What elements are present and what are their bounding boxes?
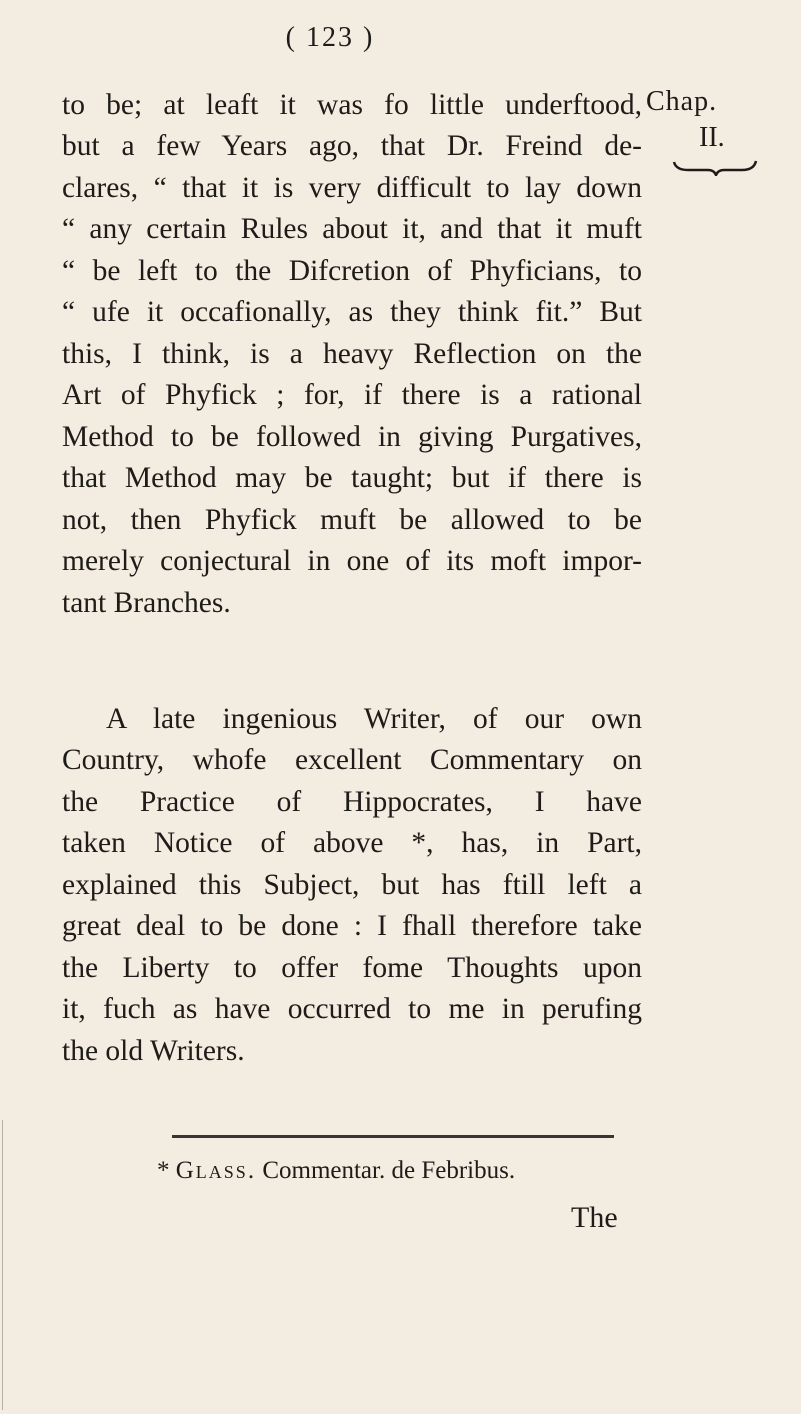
text-line: the Practice of Hippocrates, I have xyxy=(62,786,642,818)
text-line: “ be left to the Difcretion of Phyficians, to xyxy=(62,255,642,287)
text-line: “ ufe it occafionally, as they think fit.” But xyxy=(62,296,642,328)
text-line: Method to be followed in giving Purgatives, xyxy=(62,421,642,453)
text-line: great deal to be done : I fhall therefore take xyxy=(62,910,642,942)
text-line: “ any certain Rules about it, and that it muft xyxy=(62,213,642,245)
text-line: that Method may be taught; but if there is xyxy=(62,462,642,494)
chapter-number: II. xyxy=(699,122,725,153)
text-line: it, fuch as have occurred to me in perufing xyxy=(62,993,642,1025)
page-edge-shadow xyxy=(2,1120,3,1410)
catchword: The xyxy=(571,1201,618,1234)
text-line: this, I think, is a heavy Reflection on the xyxy=(62,338,642,370)
text-line: clares, “ that it is very difficult to lay down xyxy=(62,172,642,204)
page-number: ( 123 ) xyxy=(285,22,375,53)
footnote-rule xyxy=(172,1135,614,1138)
text-line: not, then Phyfick muft be allowed to be xyxy=(62,504,642,536)
footnote-marker: * xyxy=(157,1157,176,1184)
text-line: A late ingenious Writer, of our own xyxy=(106,703,642,735)
chapter-marginal-note: Chap. xyxy=(646,86,718,117)
footnote xyxy=(157,1154,515,1188)
text-line: tant Branches. xyxy=(62,587,231,619)
text-line: the Liberty to offer fome Thoughts upon xyxy=(62,952,642,984)
footnote-author: Glass. xyxy=(175,1157,257,1184)
text-line: but a few Years ago, that Dr. Freind de- xyxy=(62,130,642,162)
text-line: taken Notice of above *, has, in Part, xyxy=(62,827,642,859)
text-line: explained this Subject, but has ftill left a xyxy=(62,869,642,901)
brace-ornament xyxy=(670,158,760,176)
text-line: to be; at leaft it was fo little underftood, xyxy=(62,89,642,121)
text-line: merely conjectural in one of its moft impor- xyxy=(62,545,642,577)
text-line: the old Writers. xyxy=(62,1035,245,1067)
text-line: Country, whofe excellent Commentary on xyxy=(62,744,642,776)
text-line: Art of Phyfick ; for, if there is a rational xyxy=(62,379,642,411)
footnote-text: Commentar. de Febribus. xyxy=(256,1157,516,1184)
